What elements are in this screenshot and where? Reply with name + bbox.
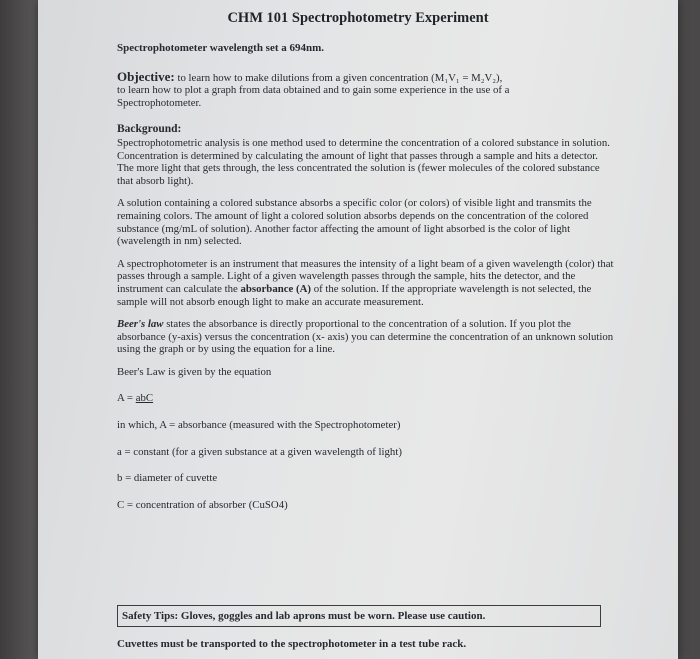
objective-line-3: Spectrophotometer. — [117, 96, 202, 109]
definition-absorbance: in which, A = absorbance (measured with the Spectrophotometer) — [117, 419, 401, 432]
safety-tips-box: Safety Tips: Gloves, goggles and lab aprons must be worn. Please use caution. — [117, 605, 601, 627]
definition-b: b = diameter of cuvette — [117, 472, 218, 485]
para3-text-a: A spectrophotometer is an instrument that measures the intensity of a light beam of a given wavelength (color) that passes through a sample. Light of a given wavelength passes through the sample, hits the detector, and the instrument can calculate the — [117, 257, 614, 295]
equation-abc: abC — [135, 392, 154, 405]
beers-law-text: states the absorbance is directly proportional to the concentration of a solution. If you plot the absorbance (y-axis) versus the concentration (x- axis) you can determine the concentration of an unknown solution using the graph or by using the equation for a line. — [117, 318, 614, 356]
definition-a: a = constant (for a given substance at a given wavelength of light) — [117, 445, 402, 458]
absorbance-term: absorbance (A) — [240, 282, 311, 295]
document-page — [38, 0, 678, 659]
background-paragraph-2: A solution containing a colored substance absorbs a specific color (or colors) of visible light and transmits the remaining colors. The amount of light a colored solution absorbs depends on the concentration of the colored substance (mg/mL of solution). Another factor affecting the amount of light absorbed is the color of light (wavelength in nm) selected. — [117, 197, 592, 248]
objective-label: Objective: — [117, 68, 175, 84]
background-paragraph-3 — [117, 258, 617, 308]
beers-law-paragraph — [117, 318, 617, 356]
wavelength-setting: Spectrophotometer wavelength set a 694nm. — [117, 42, 325, 54]
equation-prefix: A = — [117, 392, 136, 405]
objective-line-2: to learn how to plot a graph from data obtained and to gain some experience in the use of a — [117, 84, 510, 97]
beers-law-given: Beer's Law is given by the equation — [117, 365, 272, 378]
background-surface — [0, 0, 38, 659]
para3-text-b: of the solution. If the appropriate wavelength is not selected, the sample will not absorb enough light to make an accurate measurement. — [117, 282, 592, 308]
definition-c: C = concentration of absorber (CuSO4) — [117, 498, 288, 511]
objective-text-1: to learn how to make dilutions from a given concentration (M₁V₁ = M₂V₂), — [174, 71, 503, 84]
page-title: CHM 101 Spectrophotometry Experiment — [227, 10, 489, 26]
background-heading: Background: — [117, 123, 182, 136]
objective-section — [117, 68, 617, 110]
cuvettes-note: Cuvettes must be transported to the spectrophotometer in a test tube rack. — [117, 638, 467, 650]
background-paragraph-1: Spectrophotometric analysis is one method used to determine the concentration of a colored substance in solution. Concentration is determined by calculating the amount of light that passes through a sample and hits a detector. The more light that gets through, the less concentrated the solution is (fewer molecules of the colored substance that absorb light). — [117, 136, 610, 187]
document-body — [117, 42, 617, 511]
beers-law-term: Beer's law — [117, 318, 164, 331]
objective-line-1 — [117, 68, 617, 85]
beers-law-equation — [117, 392, 617, 405]
